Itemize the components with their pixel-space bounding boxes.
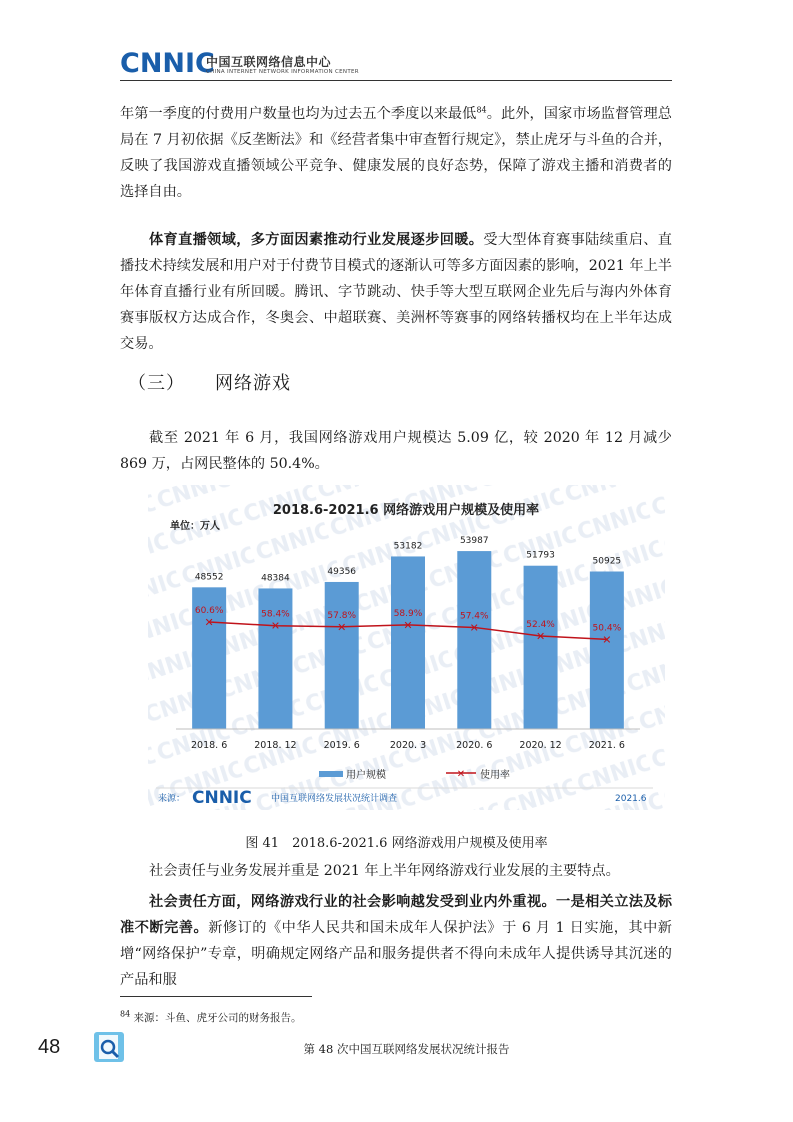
bar-value-label-4: 53987 [459, 536, 489, 547]
legend-bar-label: 用户规模 [346, 770, 386, 781]
bar-value-label-5: 51793 [526, 550, 555, 561]
bar-2 [325, 582, 359, 729]
org-name-cn: 中国互联网络信息中心 [206, 55, 332, 69]
paragraph-1 [120, 101, 672, 205]
bar-4 [457, 551, 491, 729]
rate-label-3: 58.9% [393, 608, 423, 619]
bar-value-label-1: 48384 [261, 573, 290, 584]
paragraph-5 [120, 889, 672, 993]
rate-label-1: 58.4% [261, 609, 290, 620]
footer-report-title: 第 48 次中国互联网络发展状况统计报告 [303, 1042, 510, 1056]
rate-label-2: 57.8% [327, 610, 357, 621]
paragraph-5-lead: 社会责任方面，网络游戏行业的社会影响越发受到业内外重视。一是相关立法及标准不断完善。 [120, 894, 672, 936]
footnote-number: 84 [120, 1009, 131, 1019]
chart-title: 2018.6-2021.6 网络游戏用户规模及使用率 [272, 503, 540, 518]
source-logo: CNNIC [192, 788, 252, 808]
game-users-chart [148, 485, 665, 810]
bar-value-label-2: 49356 [327, 566, 357, 577]
legend-line-label: 使用率 [480, 770, 510, 781]
footnote-text: 来源：斗鱼、虎牙公司的财务报告。 [133, 1012, 302, 1024]
rate-marker-3: ✕ [403, 618, 413, 632]
rate-label-0: 60.6% [194, 606, 224, 616]
legend-line-marker: ✕ [456, 769, 466, 780]
x-tick-label-5: 2020. 12 [519, 740, 562, 751]
rate-marker-1: ✕ [270, 619, 281, 633]
bar-value-label-6: 50925 [592, 556, 622, 567]
paragraph-2-lead: 体育直播领域，多方面因素推动行业发展逐步回暖。 [149, 232, 484, 248]
paragraph-1-text: 年第一季度的付费用户数量也均为过去五个季度以来最低 [120, 106, 477, 122]
paragraph-5-body: 新修订的《中华人民共和国未成年人保护法》于 6 月 1 日实施，其中新增“网络保护”专章，明确规定网络产品和服务提供者不得向未成年人提供诱导其沉迷的产品和服 [120, 920, 672, 988]
rate-label-6: 50.4% [592, 623, 622, 634]
bar-5 [524, 566, 558, 729]
paragraph-3: 截至 2021 年 6 月，我国网络游戏用户规模达 5.09 亿，较 2020 年 12 月减少 869 万，占网民整体的 50.4%。 [120, 430, 672, 472]
bar-3 [391, 556, 425, 729]
source-name: 中国互联网络发展状况统计调查 [271, 794, 398, 804]
x-axis-ticks [191, 740, 625, 751]
figure-caption: 图 41 2018.6-2021.6 网络游戏用户规模及使用率 [245, 836, 548, 851]
section-heading [128, 369, 291, 395]
source-label: 来源： [158, 794, 186, 804]
section-title: 网络游戏 [215, 373, 291, 394]
footnote-ref: 84 [476, 105, 487, 115]
rate-label-5: 52.4% [526, 619, 555, 630]
bar-6 [590, 572, 624, 730]
rate-marker-0: ✕ [204, 616, 214, 629]
rate-marker-6: ✕ [602, 633, 612, 647]
legend-bar-swatch [319, 771, 343, 777]
paragraph-1-rest: 。此外，国家市场监督管理总局在 7 月初依据《反垄断法》和《经营者集中审查暂行规定》，禁止虎牙与斗鱼的合并，反映了我国游戏直播领域公平竞争、健康发展的良好态势，保障了游戏主播和消费者的选择自由。 [120, 106, 672, 200]
section-number: （三） [128, 373, 185, 394]
x-tick-label-0: 2018. 6 [191, 740, 228, 751]
bar-value-label-3: 53182 [393, 541, 423, 552]
x-tick-label-4: 2020. 6 [456, 740, 493, 751]
paragraph-2 [120, 227, 672, 357]
x-tick-label-6: 2021. 6 [588, 740, 625, 751]
rate-marker-2: ✕ [337, 620, 347, 634]
rate-label-4: 57.4% [459, 611, 489, 622]
paragraph-2-body: 受大型体育赛事陆续重启、直播技术持续发展和用户对于付费节目模式的逐渐认可等多方面因素的影响，2021 年上半年体育直播行业有所回暖。腾讯、字节跳动、快手等大型互联网企业先后与海内外体育赛事版权方达成合作，冬奥会、中超联赛、美洲杯等赛事的网络转播权均在上半年达成交易。 [120, 232, 672, 352]
x-tick-label-1: 2018. 12 [254, 740, 297, 751]
source-date: 2021.6 [615, 794, 647, 804]
header-divider [120, 80, 672, 81]
x-tick-label-2: 2019. 6 [323, 740, 360, 751]
paragraph-4: 社会责任与业务发展并重是 2021 年上半年网络游戏行业发展的主要特点。 [149, 863, 620, 879]
page-number: 48 [38, 1036, 61, 1058]
cnnic-logo: CNNIC [120, 48, 215, 79]
org-name-en: CHINA INTERNET NETWORK INFORMATION CENTER [206, 69, 359, 75]
chart-unit-label: 单位：万人 [170, 521, 220, 532]
footnote [120, 1010, 302, 1025]
page-header [0, 0, 793, 90]
footnote-divider [120, 996, 312, 997]
bar-value-label-0: 48552 [194, 572, 224, 583]
chart-svg [148, 485, 665, 810]
rate-marker-5: ✕ [535, 629, 546, 643]
x-tick-label-3: 2020. 3 [389, 740, 427, 751]
rate-marker-4: ✕ [469, 621, 479, 635]
